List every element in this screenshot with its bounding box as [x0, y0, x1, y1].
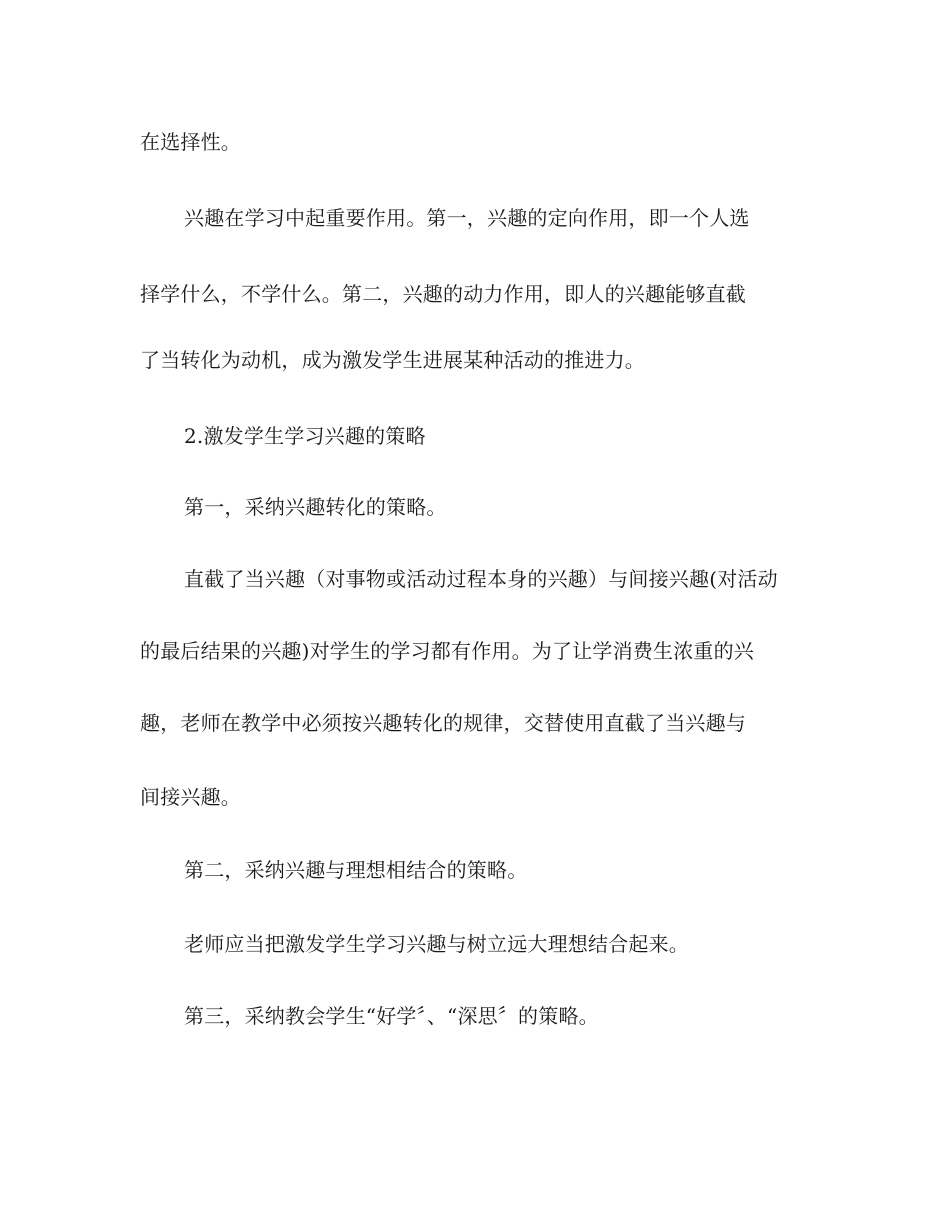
strategy-two-heading: 第二，采纳兴趣与理想相结合的策略。 [184, 858, 528, 882]
paragraph-interest-role-line-3: 了当转化为动机，成为激发学生进展某种活动的推进力。 [140, 348, 645, 372]
strategy-three-heading: 第三，采纳教会学生“好学〞、“深思〞的策略。 [184, 1004, 599, 1028]
paragraph-interest-role-line-2: 择学什么，不学什么。第二，兴趣的动力作用，即人的兴趣能够直截 [140, 282, 746, 306]
section-heading-strategies: 2.激发学生学习兴趣的策略 [184, 424, 426, 448]
paragraph-direct-indirect-line-1: 直截了当兴趣（对事物或活动过程本身的兴趣）与间接兴趣(对活动 [184, 567, 778, 591]
text-line-1: 在选择性。 [140, 130, 241, 154]
strategy-one-heading: 第一，采纳兴趣转化的策略。 [184, 495, 447, 519]
paragraph-direct-indirect-line-3: 趣，老师在教学中必须按兴趣转化的规律，交替使用直截了当兴趣与 [140, 711, 746, 735]
paragraph-ideals: 老师应当把激发学生学习兴趣与树立远大理想结合起来。 [184, 932, 689, 956]
paragraph-interest-role-line-1: 兴趣在学习中起重要作用。第一，兴趣的定向作用，即一个人选 [184, 206, 750, 230]
paragraph-direct-indirect-line-4: 间接兴趣。 [140, 785, 241, 809]
paragraph-direct-indirect-line-2: 的最后结果的兴趣)对学生的学习都有作用。为了让学消费生浓重的兴 [140, 639, 755, 663]
